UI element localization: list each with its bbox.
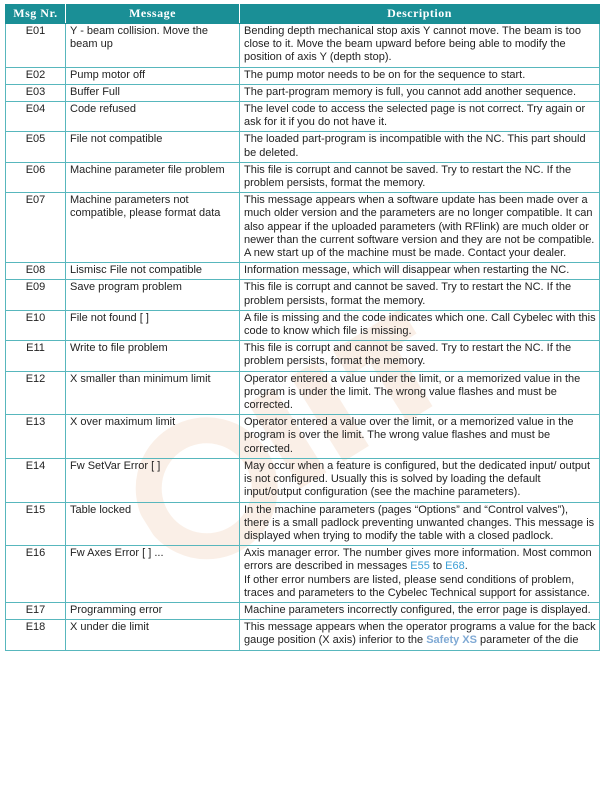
cell-code: E11 (6, 341, 66, 371)
table-row (6, 371, 600, 415)
cell-message: Pump motor off (66, 67, 240, 84)
table-row (6, 341, 600, 371)
cell-code: E15 (6, 502, 66, 546)
cell-code: E03 (6, 84, 66, 101)
cell-code: E07 (6, 193, 66, 263)
cell-description: The pump motor needs to be on for the sequence to start. (240, 67, 600, 84)
cell-description: The part-program memory is full, you cannot add another sequence. (240, 84, 600, 101)
cell-message: File not compatible (66, 132, 240, 162)
desc-text: parameter of the die (476, 634, 579, 647)
cell-message: Table locked (66, 502, 240, 546)
cell-description: This file is corrupt and cannot be saved. Try to restart the NC. If the problem persists, format the memory. (240, 162, 600, 192)
cell-code: E01 (6, 24, 66, 68)
table-row (6, 546, 600, 603)
table-row (6, 602, 600, 619)
cell-description: The level code to access the selected page is not correct. Try again or ask for it if you do not have it. (240, 102, 600, 132)
cell-message: X smaller than minimum limit (66, 371, 240, 415)
header-description: Description (240, 5, 600, 24)
cell-description: This message appears when a software update has been made over a much older version and the parameters are no longer compatible. It can also appear if the uploaded parameters (with RFlink) are much older or newer than the current software version and they are not be compatible. A new start up of the machine must be made. Contact your dealer. (240, 193, 600, 263)
table-row (6, 67, 600, 84)
table-row (6, 263, 600, 280)
table-row (6, 24, 600, 68)
cell-code: E13 (6, 415, 66, 459)
table-row (6, 193, 600, 263)
cell-description: In the machine parameters (pages “Options” and “Control valves”), there is a small padlock preventing unwanted changes. This message is displayed when trying to modify the table with a closed padlock. (240, 502, 600, 546)
cell-description: Information message, which will disappear when restarting the NC. (240, 263, 600, 280)
cell-code: E18 (6, 620, 66, 650)
cell-message: X over maximum limit (66, 415, 240, 459)
table-row (6, 132, 600, 162)
cell-code: E10 (6, 310, 66, 340)
error-messages-table (5, 4, 600, 651)
cell-code: E12 (6, 371, 66, 415)
cell-message: Write to file problem (66, 341, 240, 371)
cell-message: Machine parameter file problem (66, 162, 240, 192)
cell-message: Code refused (66, 102, 240, 132)
table-row (6, 84, 600, 101)
cell-code: E09 (6, 280, 66, 310)
cell-message: Buffer Full (66, 84, 240, 101)
table-row (6, 280, 600, 310)
cell-code: E02 (6, 67, 66, 84)
header-msg-nr: Msg Nr. (6, 5, 66, 24)
cell-code: E08 (6, 263, 66, 280)
link-e55[interactable]: E55 (410, 560, 430, 573)
cell-code: E17 (6, 602, 66, 619)
desc-text: Axis manager error. The number gives more information. Most common errors are described in messages (244, 547, 592, 573)
cell-description: Operator entered a value under the limit, or a memorized value in the program is under the limit. The wrong value flashes and must be corrected. (240, 371, 600, 415)
cell-message: Lismisc File not compatible (66, 263, 240, 280)
table-row (6, 458, 600, 502)
cell-message: X under die limit (66, 620, 240, 650)
table-header-row (6, 5, 600, 24)
cell-description (240, 546, 600, 603)
table-row (6, 502, 600, 546)
cell-description: May occur when a feature is configured, but the dedicated input/ output is not configured. Usually this is solved by loading the default input/output configuration (see the machine parameters). (240, 458, 600, 502)
cell-message: Fw Axes Error [ ] ... (66, 546, 240, 603)
table-row (6, 310, 600, 340)
cell-description: Operator entered a value over the limit, or a memorized value in the program is over the limit. The wrong value flashes and must be corrected. (240, 415, 600, 459)
cell-code: E04 (6, 102, 66, 132)
cell-code: E16 (6, 546, 66, 603)
cell-message: Machine parameters not compatible, please format data (66, 193, 240, 263)
header-message: Message (66, 5, 240, 24)
cell-message: File not found [ ] (66, 310, 240, 340)
cell-message: Fw SetVar Error [ ] (66, 458, 240, 502)
desc-text: This message appears when the operator programs a value for the back gauge position (X axis) inferior to the (244, 621, 596, 647)
cell-message: Y - beam collision. Move the beam up (66, 24, 240, 68)
cell-description: Machine parameters incorrectly configured, the error page is displayed. (240, 602, 600, 619)
table-row (6, 162, 600, 192)
cell-description: A file is missing and the code indicates which one. Call Cybelec with this code to know which file is missing. (240, 310, 600, 340)
desc-text: If other error numbers are listed, please send conditions of problem, traces and parameters to the Cybelec Technical support for assistance. (244, 573, 590, 599)
cell-message: Programming error (66, 602, 240, 619)
desc-text: to (429, 560, 446, 573)
desc-text: . (464, 560, 468, 573)
cell-description (240, 620, 600, 650)
cell-code: E05 (6, 132, 66, 162)
link-safety-xs[interactable]: Safety XS (426, 634, 477, 647)
table-row (6, 102, 600, 132)
cell-description: Bending depth mechanical stop axis Y cannot move. The beam is too close to it. Move the beam upward before being able to modify the position of axis Y (depth stop). (240, 24, 600, 68)
cell-code: E06 (6, 162, 66, 192)
cell-description: The loaded part-program is incompatible with the NC. This part should be deleted. (240, 132, 600, 162)
link-e68[interactable]: E68 (445, 560, 465, 573)
cell-code: E14 (6, 458, 66, 502)
cell-description: This file is corrupt and cannot be saved. Try to restart the NC. If the problem persists, format the memory. (240, 280, 600, 310)
table-row (6, 415, 600, 459)
cell-message: Save program problem (66, 280, 240, 310)
cell-description: This file is corrupt and cannot be saved. Try to restart the NC. If the problem persists, format the memory. (240, 341, 600, 371)
table-row (6, 620, 600, 650)
